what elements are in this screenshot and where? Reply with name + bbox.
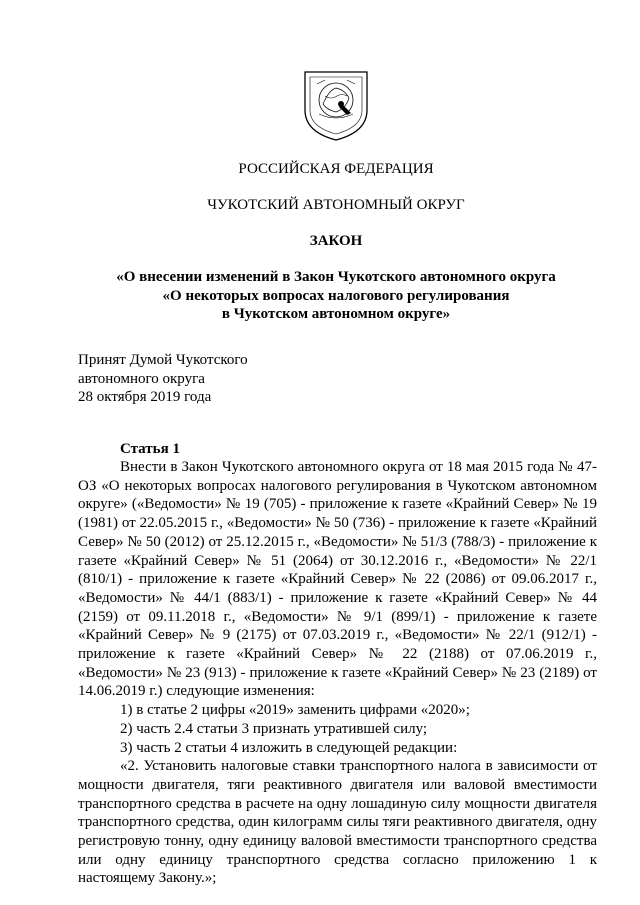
- country-heading: РОССИЙСКАЯ ФЕДЕРАЦИЯ: [238, 161, 434, 177]
- article-heading: Статья 1: [120, 441, 180, 457]
- article-body: [78, 458, 597, 888]
- law-title-line: «О внесении изменений в Закон Чукотского автономного округа: [116, 269, 556, 285]
- article-intro-paragraph: Внести в Закон Чукотского автономного округа от 18 мая 2015 года № 47-ОЗ «О некоторых вопросах налогового регулирования в Чукотском автономном округе» («Ведомости» № 19 (705) - приложение к газете «Крайний Север» № 19 (1981) от 22.05.2015 г., «Ведомости» № 50 (736) - приложение к газете «Крайний Север» № 50 (2012) от 25.12.2015 г., «Ведомости» № 51/3 (788/3) - приложение к газете «Крайний Север» № 51 (2064) от 30.12.2016 г., «Ведомости» № 22/1 (810/1) - приложение к газете «Крайний Север» № 22 (2086) от 09.06.2017 г., «Ведомости» № 44/1 (883/1) - приложение к газете «Крайний Север» № 44 (2159) от 09.11.2018 г., «Ведомости» № 9/1 (899/1) - приложение к газете «Крайний Север» № 9 (2175) от 07.03.2019 г., «Ведомости» № 22/1 (912/1) - приложение к газете «Крайний Север» № 22 (2188) от 07.06.2019 г., «Ведомости» № 23 (913) - приложение к газете «Крайний Север» № 23 (2189) от 14.06.2019 г.) следующие изменения:: [78, 459, 597, 700]
- law-title-line: «О некоторых вопросах налогового регулирования: [162, 287, 510, 304]
- adoption-line: автономного округа: [78, 370, 205, 387]
- adoption-line: Принят Думой Чукотского: [78, 352, 248, 368]
- law-title: [60, 268, 612, 324]
- list-item: 1) в статье 2 цифры «2019» заменить цифрами «2020»;: [120, 702, 470, 719]
- region-heading: ЧУКОТСКИЙ АВТОНОМНЫЙ ОКРУГ: [207, 197, 465, 213]
- list-item: 2) часть 2.4 статьи 3 признать утратившей силу;: [120, 720, 428, 737]
- law-title-line: в Чукотском автономном округе»: [221, 306, 451, 322]
- adoption-info: [78, 351, 248, 407]
- document-type-heading: ЗАКОН: [309, 233, 363, 249]
- quoted-amendment-paragraph: «2. Установить налоговые ставки транспортного налога в зависимости от мощности двигателя, тяги реактивного двигателя или валовой вместимости транспортного средства в расчете на одну лошадиную силу мощности двигателя транспортного средства, один килограмм силы тяги реактивного двигателя, одну регистровую тонну, одну единицу валовой вместимости транспортного средства или одну единицу транспортного средства согласно приложению 1 к настоящему Закону.»;: [78, 758, 597, 887]
- list-item: 3) часть 2 статьи 4 изложить в следующей редакции:: [120, 739, 458, 756]
- adoption-line: 28 октября 2019 года: [78, 389, 212, 405]
- coat-of-arms-icon: [301, 66, 371, 142]
